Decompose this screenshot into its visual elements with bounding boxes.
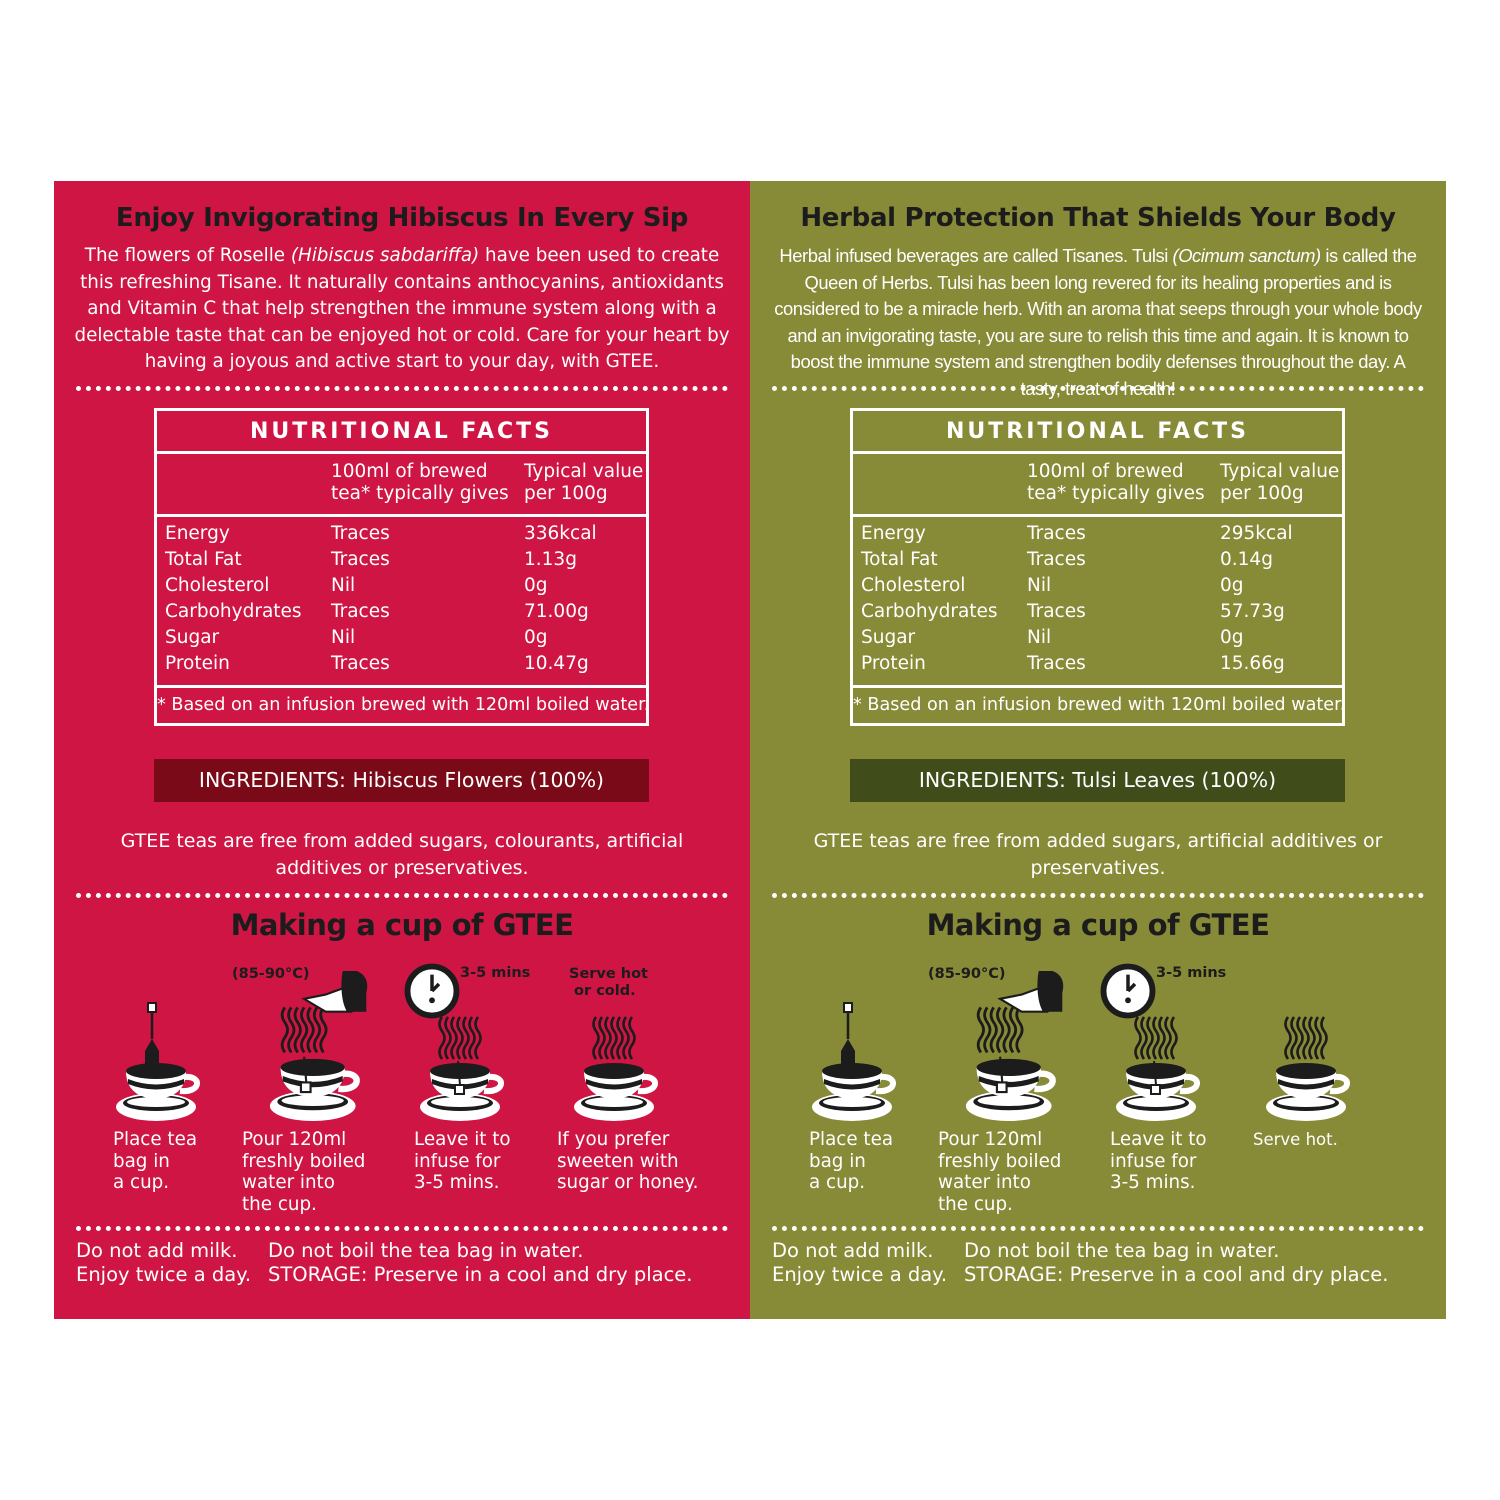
free-from-text: GTEE teas are free from added sugars, colourants, artificial additives or preservatives.: [120, 830, 684, 879]
step-1-text: Place tea bag in a cup.: [809, 1129, 894, 1193]
step-3-text: Leave it to infuse for 3-5 mins.: [414, 1129, 511, 1193]
hibiscus-panel: [54, 181, 750, 1319]
scientific-name: (Hibiscus sabdariffa): [290, 245, 480, 266]
scientific-name: (Ocimum sanctum): [1172, 245, 1321, 266]
facts-rows: [853, 517, 1342, 688]
teabag-cup-icon: [110, 991, 210, 1121]
column-header-per-100g: Typical value per 100g: [524, 461, 644, 504]
table-row: Energy Traces 336kcal: [165, 523, 597, 544]
table-row: Total Fat Traces 0.14g: [861, 549, 1273, 570]
facts-footnote: * Based on an infusion brewed with 120ml boiled water.: [157, 695, 650, 715]
step-4-text: If you prefer sweeten with sugar or honey.: [557, 1129, 699, 1193]
making-title: Making a cup of GTEE: [926, 908, 1270, 942]
pour-water-icon: [958, 971, 1068, 1121]
temperature-label: (85-90°C): [928, 966, 1006, 982]
serve-cup-icon: [1260, 991, 1360, 1121]
serve-label: Serve hot or cold.: [569, 966, 648, 999]
ingredients-bar: INGREDIENTS: Hibiscus Flowers (100%): [154, 759, 649, 802]
facts-header: [853, 454, 1342, 517]
table-row: Energy Traces 295kcal: [861, 523, 1293, 544]
step-3-text: Leave it to infuse for 3-5 mins.: [1110, 1129, 1207, 1193]
step-2-text: Pour 120ml freshly boiled water into the cup.: [938, 1129, 1062, 1215]
facts-header: [157, 454, 646, 517]
column-header-brewed: 100ml of brewed tea* typically gives: [1027, 461, 1205, 504]
serve-cup-icon: [568, 991, 668, 1121]
table-row: Carbohydrates Traces 57.73g: [861, 601, 1285, 622]
facts-title: NUTRITIONAL FACTS: [853, 411, 1342, 454]
infuse-cup-icon: [414, 991, 514, 1121]
dotted-divider: [772, 386, 1424, 391]
table-row: Carbohydrates Traces 71.00g: [165, 601, 589, 622]
temperature-label: (85-90°C): [232, 966, 310, 982]
table-row: Protein Traces 10.47g: [165, 653, 589, 674]
infuse-cup-icon: [1110, 991, 1210, 1121]
table-row: Sugar Nil 0g: [861, 627, 1244, 648]
dotted-divider: [76, 893, 728, 898]
tulsi-title: Herbal Protection That Shields Your Body: [800, 203, 1396, 233]
notes-left: Do not add milk. Enjoy twice a day.: [76, 1239, 252, 1286]
table-row: Protein Traces 15.66g: [861, 653, 1285, 674]
step-4-text: Serve hot.: [1253, 1130, 1338, 1149]
nutritional-facts-table: [154, 408, 649, 726]
notes-right: Do not boil the tea bag in water. STORAGE: Preserve in a cool and dry place.: [964, 1239, 1389, 1286]
making-title: Making a cup of GTEE: [230, 908, 574, 942]
facts-title: NUTRITIONAL FACTS: [157, 411, 646, 454]
step-2-text: Pour 120ml freshly boiled water into the cup.: [242, 1129, 366, 1215]
dotted-divider: [772, 1226, 1424, 1231]
table-row: Total Fat Traces 1.13g: [165, 549, 577, 570]
hibiscus-description: The flowers of Roselle (Hibiscus sabdariffa) have been used to create this refreshing Tisane. It naturally contains anthocyanins, antioxidants and Vitamin C that help strengthen the immune system along with a delectable taste that can be enjoyed hot or cold. Care for your heart by having a joyous and active start to your day, with GTEE.: [74, 245, 730, 372]
dotted-divider: [76, 386, 728, 391]
notes-left: Do not add milk. Enjoy twice a day.: [772, 1239, 948, 1286]
teabag-cup-icon: [806, 991, 906, 1121]
notes-right: Do not boil the tea bag in water. STORAGE: Preserve in a cool and dry place.: [268, 1239, 693, 1286]
pour-water-icon: [262, 971, 372, 1121]
free-from-text: GTEE teas are free from added sugars, artificial additives or preservatives.: [813, 830, 1383, 879]
column-header-brewed: 100ml of brewed tea* typically gives: [331, 461, 509, 504]
ingredients-bar: INGREDIENTS: Tulsi Leaves (100%): [850, 759, 1345, 802]
step-1-text: Place tea bag in a cup.: [113, 1129, 198, 1193]
column-header-per-100g: Typical value per 100g: [1220, 461, 1340, 504]
tulsi-panel: [750, 181, 1446, 1319]
nutritional-facts-table: [850, 408, 1345, 726]
hibiscus-title: Enjoy Invigorating Hibiscus In Every Sip: [115, 203, 689, 233]
table-row: Sugar Nil 0g: [165, 627, 548, 648]
table-row: Cholesterol Nil 0g: [861, 575, 1244, 596]
time-label: 3-5 mins: [1156, 965, 1227, 981]
time-label: 3-5 mins: [460, 965, 531, 981]
dotted-divider: [772, 893, 1424, 898]
table-row: Cholesterol Nil 0g: [165, 575, 548, 596]
dotted-divider: [76, 1226, 728, 1231]
tulsi-description: Herbal infused beverages are called Tisanes. Tulsi (Ocimum sanctum) is called the Queen of Herbs. Tulsi has been long revered for its healing properties and is considered to be a miracle herb. With an aroma that seeps through your whole body and an invigorating taste, you are sure to relish this time and again. It is known to boost the immune system and strengthen bodily defenses throughout the day. A tasty, treat of health!: [774, 245, 1422, 399]
facts-rows: [157, 517, 646, 688]
facts-footnote: * Based on an infusion brewed with 120ml boiled water.: [853, 695, 1346, 715]
